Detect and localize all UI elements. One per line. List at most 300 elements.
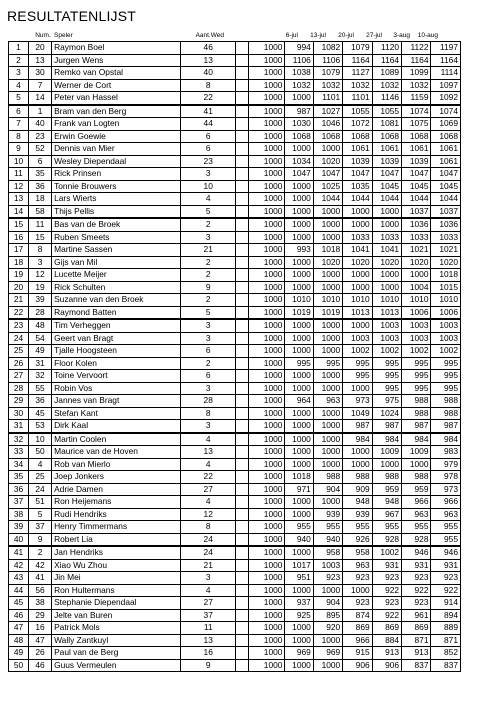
table-row [9,105,461,118]
rating-20-jul-cell: 1061 [343,143,372,156]
rank-cell: 19 [9,269,29,282]
rating-27-jul-cell: 948 [372,496,401,509]
rating-3-aug-cell: 1000 [402,269,431,282]
page-title: RESULTATENLIJST [7,8,137,24]
blank-cell [236,281,249,294]
rating-3-aug-cell: 1075 [402,118,431,131]
rank-cell: 25 [9,345,29,358]
rating-6-jul-cell: 1000 [285,281,313,294]
num-cell: 24 [28,483,51,496]
games-count-cell: 3 [181,319,236,332]
blank-cell [236,508,249,521]
rank-cell: 41 [9,546,29,559]
games-count-cell: 13 [181,634,236,647]
rank-cell: 50 [9,659,29,672]
table-row [9,67,461,80]
table-row [9,130,461,143]
num-cell: 6 [28,155,51,168]
rating-13-jul-cell: 923 [313,572,342,585]
rating-20-jul-cell: 988 [343,471,372,484]
num-cell: 32 [28,370,51,383]
table-row [9,407,461,420]
rating-13-jul-cell: 969 [313,647,342,660]
num-cell: 18 [28,193,51,206]
player-name-cell: Henry Timmermans [52,521,181,534]
rating-6-jul-cell: 1000 [285,231,313,244]
player-name-cell: Rudi Hendriks [52,508,181,521]
player-name-cell: Wally Zantkuyl [52,634,181,647]
rating-13-jul-cell: 1047 [313,168,342,181]
rank-cell: 30 [9,407,29,420]
num-cell: 19 [28,281,51,294]
rating-6-jul-cell: 925 [285,609,313,622]
rating-6-jul-cell: 987 [285,105,313,118]
table-row [9,319,461,332]
rating-10-aug-cell: 923 [431,572,461,585]
rating-6-jul-cell: 1017 [285,559,313,572]
num-cell: 49 [28,345,51,358]
table-row [9,508,461,521]
start-rating-cell: 1000 [248,168,285,181]
start-rating-cell: 1000 [248,546,285,559]
rating-10-aug-cell: 871 [431,634,461,647]
rating-20-jul-cell: 923 [343,597,372,610]
start-rating-cell: 1000 [248,572,285,585]
start-rating-cell: 1000 [248,420,285,433]
start-rating-cell: 1000 [248,559,285,572]
rating-6-jul-cell: 1047 [285,168,313,181]
rating-13-jul-cell: 988 [313,471,342,484]
rating-13-jul-cell: 1000 [313,319,342,332]
rating-3-aug-cell: 995 [402,357,431,370]
player-name-cell: Ron Hultermans [52,584,181,597]
rating-3-aug-cell: 995 [402,382,431,395]
num-cell: 16 [28,622,51,635]
blank-cell [236,521,249,534]
rating-27-jul-cell: 967 [372,508,401,521]
table-row [9,180,461,193]
blank-cell [236,92,249,105]
rating-6-jul-cell: 1000 [285,634,313,647]
player-name-cell: Gijs van Mil [52,256,181,269]
rating-27-jul-cell: 1013 [372,306,401,319]
rating-20-jul-cell: 1072 [343,118,372,131]
blank-cell [236,659,249,672]
rating-3-aug-cell: 1020 [402,256,431,269]
rating-13-jul-cell: 958 [313,546,342,559]
header-aantal-wed: Aant.Wed [195,32,224,39]
games-count-cell: 21 [181,559,236,572]
player-name-cell: Geert van Bragt [52,332,181,345]
rating-6-jul-cell: 1000 [285,180,313,193]
rating-27-jul-cell: 995 [372,357,401,370]
start-rating-cell: 1000 [248,659,285,672]
rating-27-jul-cell: 928 [372,533,401,546]
rating-3-aug-cell: 869 [402,622,431,635]
num-cell: 37 [28,521,51,534]
games-count-cell: 13 [181,54,236,67]
rating-6-jul-cell: 1000 [285,193,313,206]
blank-cell [236,609,249,622]
blank-cell [236,130,249,143]
rating-20-jul-cell: 1127 [343,67,372,80]
games-count-cell: 2 [181,294,236,307]
games-count-cell: 5 [181,205,236,218]
table-row [9,193,461,206]
player-name-cell: Dirk Kaal [52,420,181,433]
rating-20-jul-cell: 1035 [343,180,372,193]
rating-27-jul-cell: 922 [372,584,401,597]
rating-13-jul-cell: 1082 [313,42,342,55]
start-rating-cell: 1000 [248,345,285,358]
blank-cell [236,168,249,181]
rating-6-jul-cell: 937 [285,597,313,610]
rating-6-jul-cell: 1000 [285,433,313,446]
rating-6-jul-cell: 1106 [285,54,313,67]
rating-10-aug-cell: 914 [431,597,461,610]
rating-13-jul-cell: 963 [313,395,342,408]
player-name-cell: Remko van Opstal [52,67,181,80]
games-count-cell: 6 [181,345,236,358]
rating-13-jul-cell: 1000 [313,407,342,420]
rating-3-aug-cell: 1004 [402,281,431,294]
rank-cell: 20 [9,281,29,294]
rating-27-jul-cell: 1047 [372,168,401,181]
player-name-cell: Jannes van Bragt [52,395,181,408]
rank-cell: 32 [9,433,29,446]
rating-6-jul-cell: 1000 [285,345,313,358]
rating-13-jul-cell: 1000 [313,584,342,597]
start-rating-cell: 1000 [248,471,285,484]
rating-20-jul-cell: 1000 [343,205,372,218]
start-rating-cell: 1000 [248,105,285,118]
num-cell: 46 [28,659,51,672]
num-cell: 8 [28,244,51,257]
start-rating-cell: 1000 [248,483,285,496]
rating-20-jul-cell: 1039 [343,155,372,168]
rating-27-jul-cell: 931 [372,559,401,572]
blank-cell [236,42,249,55]
start-rating-cell: 1000 [248,332,285,345]
rating-20-jul-cell: 915 [343,647,372,660]
player-name-cell: Bas van de Broek [52,218,181,231]
rating-27-jul-cell: 1002 [372,345,401,358]
header-date-5: 3-aug [393,32,410,39]
rating-27-jul-cell: 1146 [372,92,401,105]
rating-13-jul-cell: 1079 [313,67,342,80]
games-count-cell: 4 [181,458,236,471]
player-name-cell: Rick Prinsen [52,168,181,181]
player-name-cell: Stefan Kant [52,407,181,420]
rating-10-aug-cell: 1044 [431,193,461,206]
games-count-cell: 16 [181,647,236,660]
num-cell: 1 [28,105,51,118]
rank-cell: 15 [9,218,29,231]
rating-3-aug-cell: 1010 [402,294,431,307]
rating-6-jul-cell: 1000 [285,92,313,105]
num-cell: 7 [28,79,51,92]
num-cell: 25 [28,471,51,484]
rating-13-jul-cell: 920 [313,622,342,635]
rating-3-aug-cell: 987 [402,420,431,433]
rating-3-aug-cell: 966 [402,496,431,509]
rating-20-jul-cell: 1020 [343,256,372,269]
num-cell: 26 [28,647,51,660]
rating-20-jul-cell: 939 [343,508,372,521]
table-row [9,205,461,218]
blank-cell [236,205,249,218]
rating-20-jul-cell: 995 [343,357,372,370]
rating-10-aug-cell: 894 [431,609,461,622]
num-cell: 41 [28,572,51,585]
rank-cell: 14 [9,205,29,218]
player-name-cell: Patrick Mols [52,622,181,635]
table-row [9,231,461,244]
player-name-cell: Guus Vermeulen [52,659,181,672]
rating-20-jul-cell: 1049 [343,407,372,420]
start-rating-cell: 1000 [248,622,285,635]
results-table [8,41,461,672]
rank-cell: 12 [9,180,29,193]
rating-13-jul-cell: 955 [313,521,342,534]
header-start [236,31,271,41]
rating-3-aug-cell: 984 [402,433,431,446]
num-cell: 42 [28,559,51,572]
blank-cell [236,155,249,168]
games-count-cell: 22 [181,92,236,105]
games-count-cell: 24 [181,533,236,546]
rank-cell: 40 [9,533,29,546]
rating-27-jul-cell: 1089 [372,67,401,80]
rating-27-jul-cell: 988 [372,471,401,484]
rating-3-aug-cell: 963 [402,508,431,521]
rating-13-jul-cell: 1000 [313,382,342,395]
rank-cell: 45 [9,597,29,610]
rating-20-jul-cell: 1000 [343,319,372,332]
rating-13-jul-cell: 1000 [313,458,342,471]
rating-20-jul-cell: 869 [343,622,372,635]
blank-cell [236,269,249,282]
rating-3-aug-cell: 871 [402,634,431,647]
rating-20-jul-cell: 906 [343,659,372,672]
rating-20-jul-cell: 1041 [343,244,372,257]
rating-27-jul-cell: 995 [372,370,401,383]
rank-cell: 29 [9,395,29,408]
blank-cell [236,231,249,244]
rating-6-jul-cell: 1068 [285,130,313,143]
table-row [9,218,461,231]
player-name-cell: Suzanne van den Broek [52,294,181,307]
num-cell: 9 [28,533,51,546]
blank-cell [236,634,249,647]
blank-cell [236,79,249,92]
start-rating-cell: 1000 [248,609,285,622]
num-cell: 36 [28,395,51,408]
rating-3-aug-cell: 1002 [402,345,431,358]
games-count-cell: 6 [181,143,236,156]
player-name-cell: Paul van de Berg [52,647,181,660]
start-rating-cell: 1000 [248,155,285,168]
start-rating-cell: 1000 [248,597,285,610]
rating-27-jul-cell: 984 [372,433,401,446]
rating-3-aug-cell: 1045 [402,180,431,193]
rating-3-aug-cell: 1032 [402,79,431,92]
blank-cell [236,395,249,408]
games-count-cell: 9 [181,281,236,294]
header-date-4: 27-jul [366,32,382,39]
rank-cell: 18 [9,256,29,269]
rating-20-jul-cell: 1010 [343,294,372,307]
player-name-cell: Jin Mei [52,572,181,585]
rating-10-aug-cell: 988 [431,407,461,420]
player-name-cell: Raymond Batten [52,306,181,319]
player-name-cell: Wesley Diependaal [52,155,181,168]
rating-27-jul-cell: 987 [372,420,401,433]
rating-13-jul-cell: 1000 [313,143,342,156]
blank-cell [236,471,249,484]
blank-cell [236,597,249,610]
rating-13-jul-cell: 1046 [313,118,342,131]
blank-cell [236,533,249,546]
table-row [9,168,461,181]
blank-cell [236,446,249,459]
rank-cell: 7 [9,118,29,131]
table-row [9,382,461,395]
start-rating-cell: 1000 [248,92,285,105]
rating-20-jul-cell: 966 [343,634,372,647]
rating-27-jul-cell: 1045 [372,180,401,193]
rating-3-aug-cell: 1000 [402,458,431,471]
table-row [9,357,461,370]
games-count-cell: 8 [181,79,236,92]
rank-cell: 37 [9,496,29,509]
rating-6-jul-cell: 971 [285,483,313,496]
rating-10-aug-cell: 973 [431,483,461,496]
rank-cell: 4 [9,79,29,92]
start-rating-cell: 1000 [248,521,285,534]
rating-6-jul-cell: 1000 [285,546,313,559]
rating-6-jul-cell: 1000 [285,256,313,269]
header-date-2: 13-jul [310,32,326,39]
rating-13-jul-cell: 1003 [313,559,342,572]
rating-10-aug-cell: 1037 [431,205,461,218]
rank-cell: 21 [9,294,29,307]
games-count-cell: 41 [181,105,236,118]
rating-13-jul-cell: 1000 [313,370,342,383]
rank-cell: 44 [9,584,29,597]
games-count-cell: 8 [181,521,236,534]
games-count-cell: 4 [181,433,236,446]
start-rating-cell: 1000 [248,496,285,509]
rating-6-jul-cell: 1000 [285,420,313,433]
rating-10-aug-cell: 963 [431,508,461,521]
start-rating-cell: 1000 [248,256,285,269]
rating-6-jul-cell: 1000 [285,458,313,471]
rating-13-jul-cell: 1000 [313,345,342,358]
player-name-cell: Jurgen Wens [52,54,181,67]
games-count-cell: 24 [181,546,236,559]
num-cell: 2 [28,546,51,559]
rating-20-jul-cell: 1000 [343,281,372,294]
rank-cell: 6 [9,105,29,118]
rating-20-jul-cell: 973 [343,395,372,408]
blank-cell [236,118,249,131]
rating-10-aug-cell: 1114 [431,67,461,80]
rating-6-jul-cell: 993 [285,244,313,257]
rating-3-aug-cell: 1044 [402,193,431,206]
blank-cell [236,54,249,67]
rating-3-aug-cell: 1061 [402,143,431,156]
rating-3-aug-cell: 931 [402,559,431,572]
table-row [9,433,461,446]
rating-3-aug-cell: 1074 [402,105,431,118]
rating-27-jul-cell: 913 [372,647,401,660]
player-name-cell: Floor Kolen [52,357,181,370]
table-row [9,294,461,307]
start-rating-cell: 1000 [248,634,285,647]
start-rating-cell: 1000 [248,446,285,459]
start-rating-cell: 1000 [248,143,285,156]
rating-10-aug-cell: 1020 [431,256,461,269]
rating-13-jul-cell: 1000 [313,281,342,294]
rating-10-aug-cell: 1002 [431,345,461,358]
table-row [9,609,461,622]
table-row [9,622,461,635]
blank-cell [236,256,249,269]
start-rating-cell: 1000 [248,407,285,420]
rating-20-jul-cell: 1000 [343,446,372,459]
games-count-cell: 5 [181,306,236,319]
rating-20-jul-cell: 1032 [343,79,372,92]
table-row [9,306,461,319]
games-count-cell: 10 [181,180,236,193]
start-rating-cell: 1000 [248,584,285,597]
table-row [9,496,461,509]
table-row [9,370,461,383]
rating-27-jul-cell: 884 [372,634,401,647]
rating-13-jul-cell: 1027 [313,105,342,118]
rating-6-jul-cell: 1000 [285,332,313,345]
rating-6-jul-cell: 1010 [285,294,313,307]
rating-13-jul-cell: 904 [313,597,342,610]
rating-3-aug-cell: 1039 [402,155,431,168]
games-count-cell: 8 [181,407,236,420]
player-name-cell: Martine Sassen [52,244,181,257]
rating-20-jul-cell: 984 [343,433,372,446]
rating-20-jul-cell: 874 [343,609,372,622]
rank-cell: 35 [9,471,29,484]
rating-3-aug-cell: 961 [402,609,431,622]
rating-13-jul-cell: 1020 [313,256,342,269]
rating-6-jul-cell: 969 [285,647,313,660]
table-row [9,546,461,559]
rating-13-jul-cell: 1020 [313,155,342,168]
rating-10-aug-cell: 1003 [431,319,461,332]
rating-27-jul-cell: 1000 [372,218,401,231]
rating-20-jul-cell: 995 [343,370,372,383]
table-row [9,420,461,433]
rank-cell: 3 [9,67,29,80]
rating-13-jul-cell: 1000 [313,634,342,647]
rank-cell: 46 [9,609,29,622]
rank-cell: 34 [9,458,29,471]
player-name-cell: Lars Wierts [52,193,181,206]
header-date-6: 10-aug [417,32,438,39]
header-date-3: 20-jul [338,32,354,39]
rating-13-jul-cell: 1000 [313,659,342,672]
games-count-cell: 46 [181,42,236,55]
player-name-cell: Toine Vervoort [52,370,181,383]
